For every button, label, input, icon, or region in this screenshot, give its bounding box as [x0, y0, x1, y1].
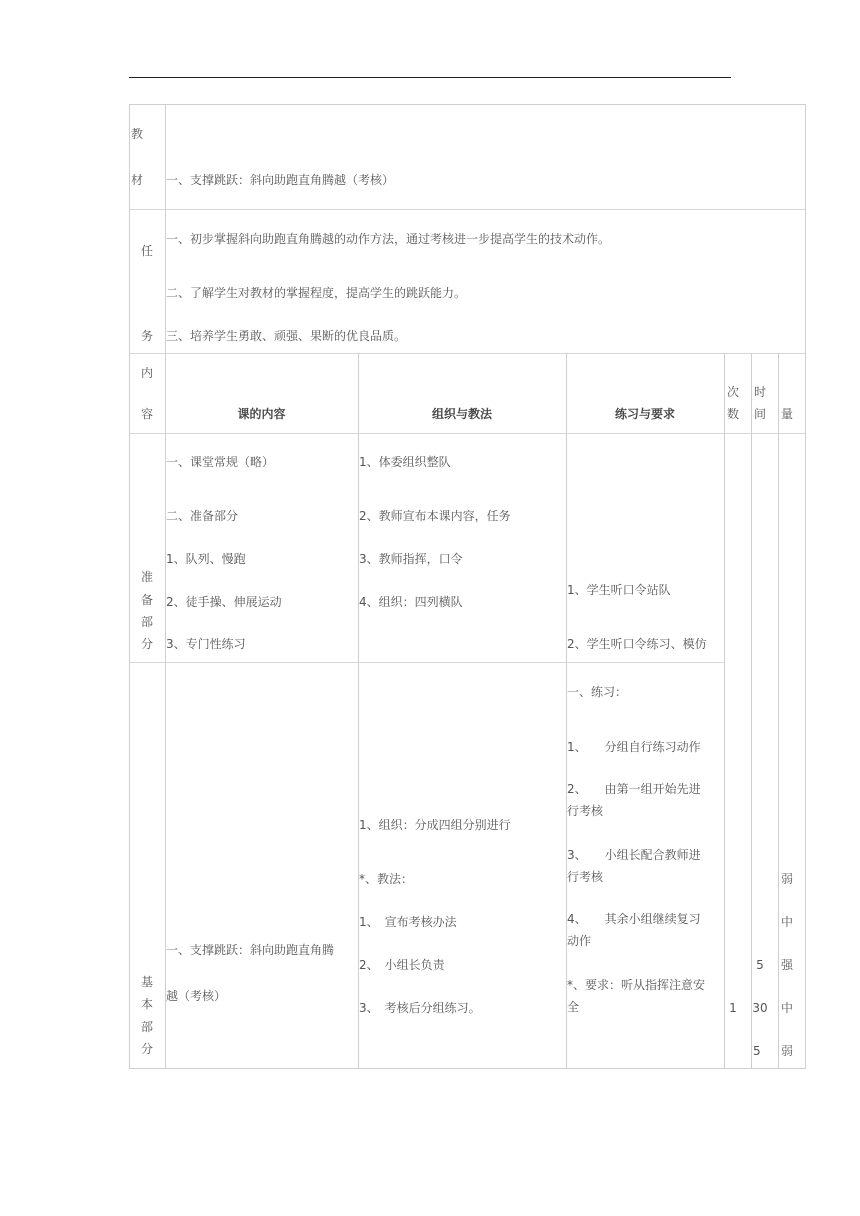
header-rule	[129, 77, 731, 78]
column-divider	[165, 104, 166, 1069]
basic-content-item: 一、支撑跳跃：斜向助跑直角腾	[166, 943, 335, 957]
prep-practice-item: 1、学生听口令站队	[567, 583, 671, 597]
basic-duration-value: 30	[752, 1001, 768, 1015]
basic-organization-item: *、教法：	[359, 872, 414, 886]
column-divider	[566, 353, 567, 1069]
basic-load-value: 弱	[780, 872, 793, 886]
basic-duration-value: 5	[753, 1044, 761, 1058]
row-divider	[725, 433, 805, 434]
label-task-2: 务	[140, 329, 153, 343]
label-content-2: 容	[140, 407, 153, 421]
header-organization: 组织与教法	[431, 407, 492, 421]
header-lesson-content: 课的内容	[237, 407, 286, 421]
label-basic-1: 基	[140, 975, 153, 989]
basic-load-value: 弱	[780, 1044, 793, 1058]
basic-load-value: 中	[780, 1001, 793, 1015]
header-times-2: 数	[726, 407, 739, 421]
table-border	[129, 104, 806, 1069]
basic-practice-item: 1、 分组自行练习动作	[567, 740, 701, 754]
label-prep-3: 部	[140, 615, 153, 629]
row-divider	[130, 353, 805, 354]
label-prep-4: 分	[140, 637, 153, 651]
prep-organization-item: 3、教师指挥，口令	[359, 552, 463, 566]
header-times-1: 次	[726, 385, 739, 399]
basic-organization-item: 3、 考核后分组练习。	[359, 1001, 481, 1015]
header-load: 量	[780, 407, 793, 421]
column-divider	[724, 353, 725, 1069]
label-material-2: 材	[131, 173, 144, 187]
prep-practice-item: 2、学生听口令练习、模仿	[567, 637, 707, 651]
basic-practice-item: 动作	[567, 934, 592, 948]
basic-practice-item: 行考核	[567, 870, 604, 884]
label-basic-2: 本	[140, 997, 153, 1011]
label-basic-3: 部	[140, 1020, 153, 1034]
task-item: 三、培养学生勇敢、顽强、果断的优良品质。	[166, 329, 407, 343]
prep-organization-item: 4、组织：四列横队	[359, 595, 463, 609]
prep-content-item: 1、队列、慢跑	[166, 552, 246, 566]
prep-content-item: 3、专门性练习	[166, 637, 246, 651]
basic-practice-item: 行考核	[567, 804, 604, 818]
label-prep-1: 准	[140, 570, 153, 584]
header-duration-1: 时	[753, 385, 766, 399]
basic-practice-item: 4、 其余小组继续复习	[567, 912, 701, 926]
task-item: 二、了解学生对教材的掌握程度，提高学生的跳跃能力。	[166, 286, 467, 300]
label-material-1: 教	[131, 127, 144, 141]
task-item: 一、初步掌握斜向助跑直角腾越的动作方法，通过考核进一步提高学生的技术动作。	[166, 232, 611, 246]
basic-times-value: 1	[729, 1001, 737, 1015]
basic-practice-item: 3、 小组长配合教师进	[567, 848, 701, 862]
label-content-1: 内	[140, 366, 153, 380]
row-divider	[130, 433, 725, 434]
basic-load-value: 强	[780, 958, 793, 972]
material-text: 一、支撑跳跃：斜向助跑直角腾越（考核）	[166, 173, 395, 187]
basic-practice-item: 全	[567, 1000, 580, 1014]
row-divider	[130, 209, 805, 210]
basic-practice-item: 2、 由第一组开始先进	[567, 782, 701, 796]
header-practice: 练习与要求	[614, 407, 675, 421]
label-task-1: 任	[140, 244, 153, 258]
basic-content-item: 越（考核）	[166, 989, 227, 1003]
prep-content-item: 一、课堂常规（略）	[166, 455, 275, 469]
prep-content-item: 2、徒手操、伸展运动	[166, 595, 282, 609]
basic-duration-value: 5	[756, 958, 764, 972]
basic-organization-item: 2、 小组长负责	[359, 958, 445, 972]
label-prep-2: 备	[140, 593, 153, 607]
prep-organization-item: 2、教师宣布本课内容，任务	[359, 509, 511, 523]
prep-organization-item: 1、体委组织整队	[359, 455, 451, 469]
basic-load-value: 中	[780, 915, 793, 929]
label-basic-4: 分	[140, 1042, 153, 1056]
header-duration-2: 间	[753, 407, 766, 421]
row-divider	[130, 662, 725, 663]
basic-practice-item: *、要求：听从指挥注意安	[567, 978, 706, 992]
basic-organization-item: 1、组织：分成四组分别进行	[359, 818, 511, 832]
basic-practice-item: 一、练习：	[567, 685, 628, 699]
basic-organization-item: 1、 宣布考核办法	[359, 915, 457, 929]
prep-content-item: 二、准备部分	[166, 509, 239, 523]
